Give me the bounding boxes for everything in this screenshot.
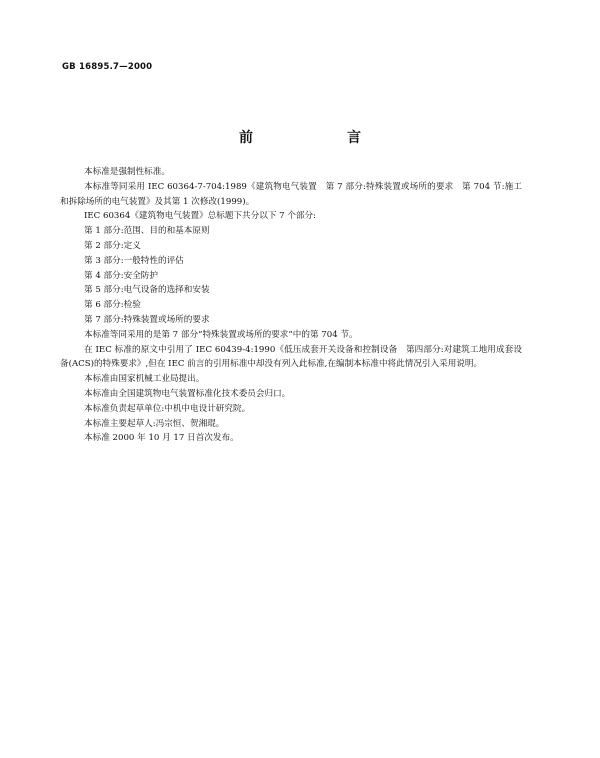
paragraph-committee: 本标准由全国建筑物电气装置标准化技术委员会归口。 (84, 388, 291, 399)
paragraph-drafting-unit: 本标准负责起草单位:中机中电设计研究院。 (84, 403, 251, 414)
paragraph-adoption: 本标准等同采用 IEC 60364-7-704:1989《建筑物电气装置 第 7 部分:特殊装置或场所的要求 第 704 节:施工和拆除场所的电气装置》及其第 1 次修改(1999)。 (60, 181, 522, 207)
page-title: 前 言 (239, 130, 383, 146)
standard-code: GB 16895.7—2000 (62, 62, 153, 72)
paragraph-proposed-by: 本标准由国家机械工业局提出。 (84, 374, 205, 385)
list-item-part-2: 第 2 部分:定义 (84, 240, 141, 251)
paragraph-drafters: 本标准主要起草人:冯宗恒、贺湘琨。 (84, 418, 225, 429)
list-item-part-3: 第 3 部分:一般特性的评估 (84, 255, 184, 266)
foreword-body (60, 165, 522, 446)
list-item-part-1: 第 1 部分:范围、目的和基本原则 (84, 226, 210, 237)
paragraph-mandatory: 本标准是强制性标准。 (84, 167, 170, 177)
list-item-part-4: 第 4 部分:安全防护 (84, 270, 158, 281)
list-item-part-7: 第 7 部分:特殊装置或场所的要求 (84, 314, 210, 325)
paragraph-section-704: 本标准等同采用的是第 7 部分“特殊装置或场所的要求”中的第 704 节。 (84, 329, 358, 340)
list-item-part-6: 第 6 部分:检验 (84, 300, 141, 311)
list-item-part-5: 第 5 部分:电气设备的选择和安装 (84, 285, 210, 296)
paragraph-parts-intro: IEC 60364《建筑物电气装置》总标题下共分以下 7 个部分: (84, 211, 317, 222)
paragraph-issue-date: 本标准 2000 年 10 月 17 日首次发布。 (84, 433, 239, 444)
paragraph-iec-reference: 在 IEC 标准的原文中引用了 IEC 60439-4:1990《低压成套开关设备和控制设备 第四部分:对建筑工地用成套设备(ACS)的特殊要求》,但在 IEC 前言的引用标准中却没有列入此标准,在编制本标准中将此情况引入采用说明。 (60, 344, 522, 370)
